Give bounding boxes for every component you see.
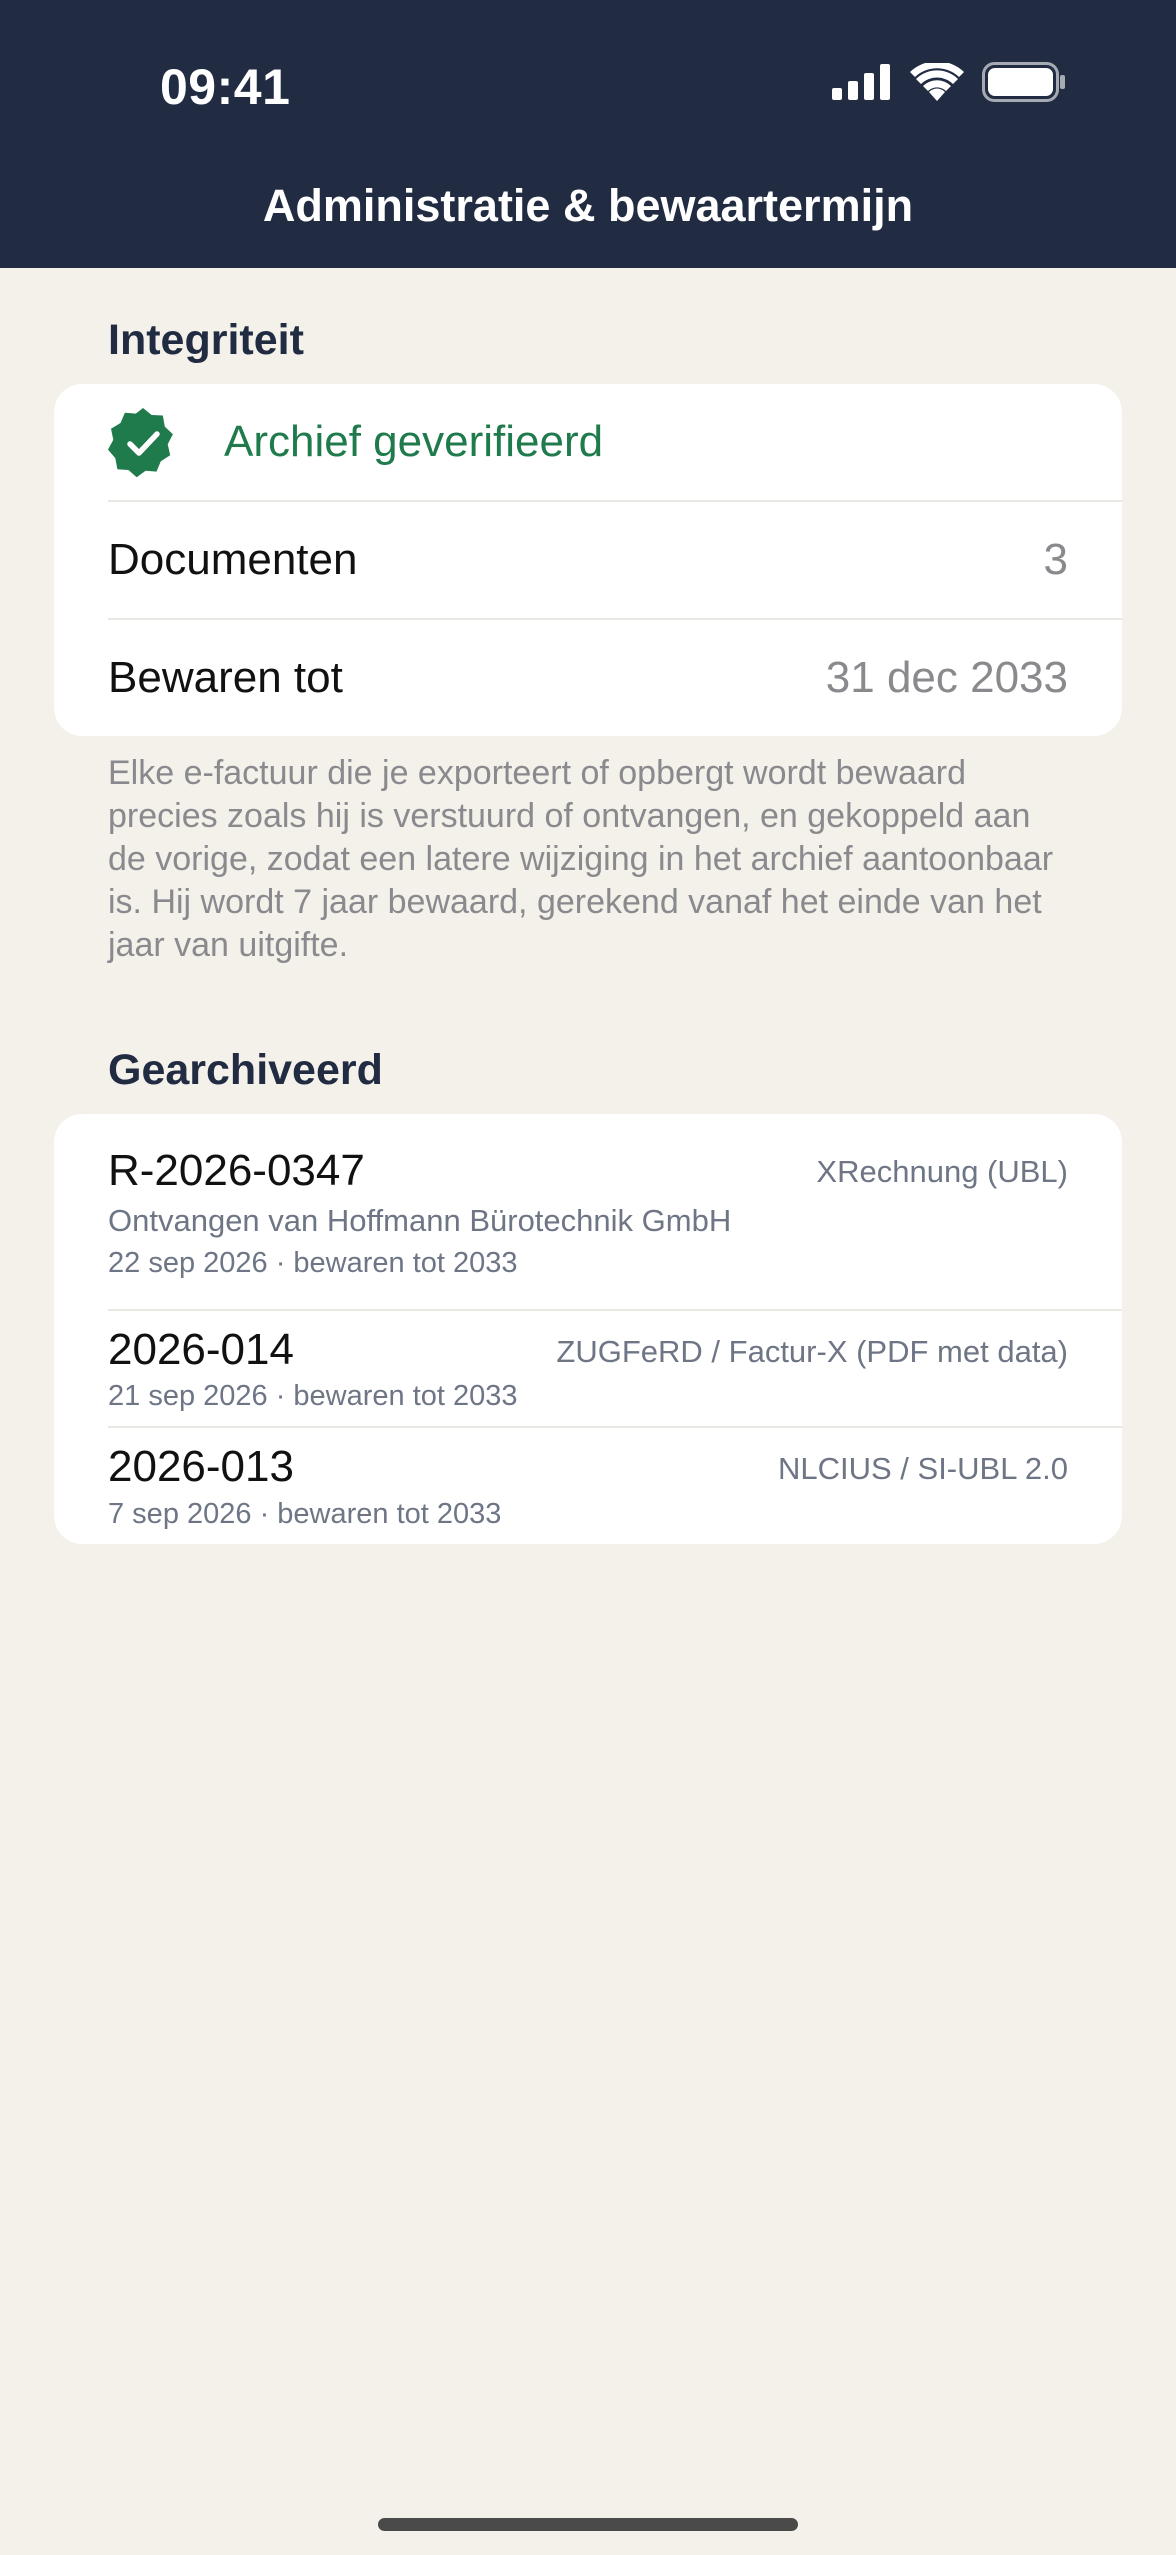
archived-item-2026-013[interactable] (54, 1428, 1122, 1544)
doc-meta: 7 sep 2026 · bewaren tot 2033 (108, 1498, 502, 1530)
doc-id: R-2026-0347 (108, 1146, 365, 1195)
nav-title: Administratie & bewaartermijn (262, 180, 914, 231)
verified-badge-icon (108, 408, 178, 478)
battery-icon (982, 62, 1066, 102)
doc-sender: Ontvangen van Hoffmann Bürotechnik GmbH (108, 1203, 732, 1238)
doc-format: XRechnung (UBL) (816, 1154, 1068, 1189)
status-time: 09:41 (160, 59, 291, 115)
retention-row (54, 620, 1122, 736)
section-title-archived: Gearchiveerd (108, 1046, 383, 1094)
home-indicator[interactable] (378, 2518, 798, 2531)
doc-format: ZUGFeRD / Factur-X (PDF met data) (556, 1334, 1068, 1369)
status-icons (832, 62, 1066, 102)
section-title-integrity: Integriteit (108, 316, 304, 364)
archived-item-r-2026-0347[interactable] (54, 1114, 1122, 1309)
archived-list (54, 1114, 1122, 1544)
archived-item-2026-014[interactable] (54, 1311, 1122, 1425)
doc-id: 2026-013 (108, 1442, 294, 1491)
verified-row (54, 384, 1122, 500)
verified-label: Archief geverifieerd (224, 417, 604, 466)
doc-id: 2026-014 (108, 1325, 294, 1374)
header (0, 0, 1176, 268)
doc-format: NLCIUS / SI-UBL 2.0 (777, 1451, 1068, 1486)
integrity-footnote: Elke e-factuur die je exporteert of opbergt wordt bewaard precies zoals hij is verstuurd of ontvangen, en gekoppeld aan de vorige, zodat een latere wijziging in het archief aantoonbaar is. Hij wordt 7 jaar bewaard, gerekend vanaf het einde van het jaar van uitgifte. (108, 754, 1054, 964)
integrity-card (54, 384, 1122, 736)
documents-label: Documenten (108, 535, 358, 584)
retention-label: Bewaren tot (108, 653, 343, 702)
wifi-icon (910, 63, 964, 101)
doc-meta: 21 sep 2026 · bewaren tot 2033 (108, 1380, 518, 1412)
cellular-signal-icon (832, 64, 892, 100)
documents-row (54, 502, 1122, 618)
documents-count: 3 (1043, 535, 1068, 584)
doc-meta: 22 sep 2026 · bewaren tot 2033 (108, 1247, 518, 1279)
retention-value: 31 dec 2033 (825, 653, 1068, 702)
